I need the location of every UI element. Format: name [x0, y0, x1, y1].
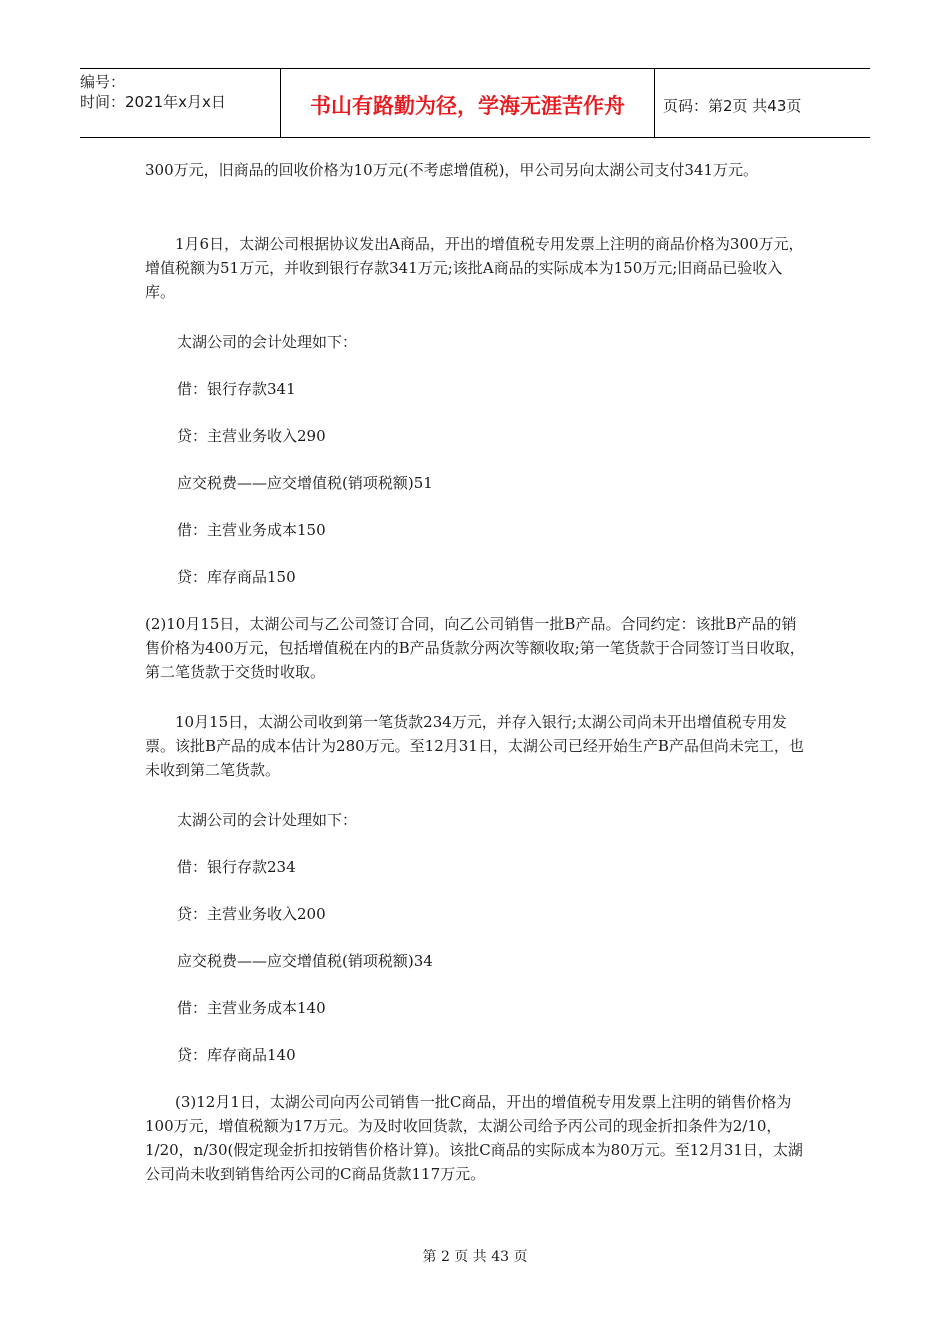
journal-line: 贷：库存商品140 [177, 1046, 296, 1064]
header-meta [80, 69, 281, 137]
journal-line: 借：银行存款341 [177, 380, 296, 398]
page-footer: 第 2 页 共 43 页 [422, 1249, 528, 1265]
journal-line: 借：主营业务成本150 [177, 521, 326, 539]
journal-line: 应交税费——应交增值税(销项税额)51 [177, 474, 433, 492]
page-header [80, 68, 870, 138]
journal-line: 太湖公司的会计处理如下： [177, 333, 358, 351]
journal-line: 贷：库存商品150 [177, 568, 296, 586]
paragraph: (3)12月1日，太湖公司向丙公司销售一批C商品，开出的增值税专用发票上注明的销售价格为100万元，增值税额为17万元。为及时收回货款，太湖公司给予丙公司的现金折扣条件为2/10，1/20，n/30(假定现金折扣按销售价格计算)。该批C商品的实际成本为80万元。至12月31日，太湖公司尚未收到销售给丙公司的C商品货款117万元。 [145, 1093, 803, 1183]
header-motto: 书山有路勤为径，学海无涯苦作舟 [281, 69, 655, 137]
journal-line: 借：主营业务成本140 [177, 999, 326, 1017]
paragraph: 10月15日，太湖公司收到第一笔货款234万元，并存入银行;太湖公司尚未开出增值税专用发票。该批B产品的成本估计为280万元。至12月31日，太湖公司已经开始生产B产品但尚未完工，也未收到第二笔货款。 [145, 713, 804, 779]
paragraph: 1月6日，太湖公司根据协议发出A商品，开出的增值税专用发票上注明的商品价格为300万元，增值税额为51万元，并收到银行存款341万元;该批A商品的实际成本为150万元;旧商品已验收入库。 [145, 235, 804, 301]
paragraph: (2)10月15日，太湖公司与乙公司签订合同，向乙公司销售一批B产品。合同约定：该批B产品的销售价格为400万元，包括增值税在内的B产品货款分两次等额收取;第一笔货款于合同签订当日收取，第二笔货款于交货时收取。 [145, 615, 805, 681]
paragraph: 300万元，旧商品的回收价格为10万元(不考虑增值税)，甲公司另向太湖公司支付341万元。 [145, 161, 759, 179]
serial-label: 编号： [80, 73, 126, 91]
header-page-label: 页码：第2页 共43页 [663, 96, 802, 115]
journal-line: 应交税费——应交增值税(销项税额)34 [177, 952, 433, 970]
journal-line: 贷：主营业务收入290 [177, 427, 326, 445]
journal-line: 太湖公司的会计处理如下： [177, 811, 358, 829]
time-label: 时间：2021年x月x日 [80, 93, 226, 111]
journal-line: 贷：主营业务收入200 [177, 905, 326, 923]
journal-line: 借：银行存款234 [177, 858, 296, 876]
